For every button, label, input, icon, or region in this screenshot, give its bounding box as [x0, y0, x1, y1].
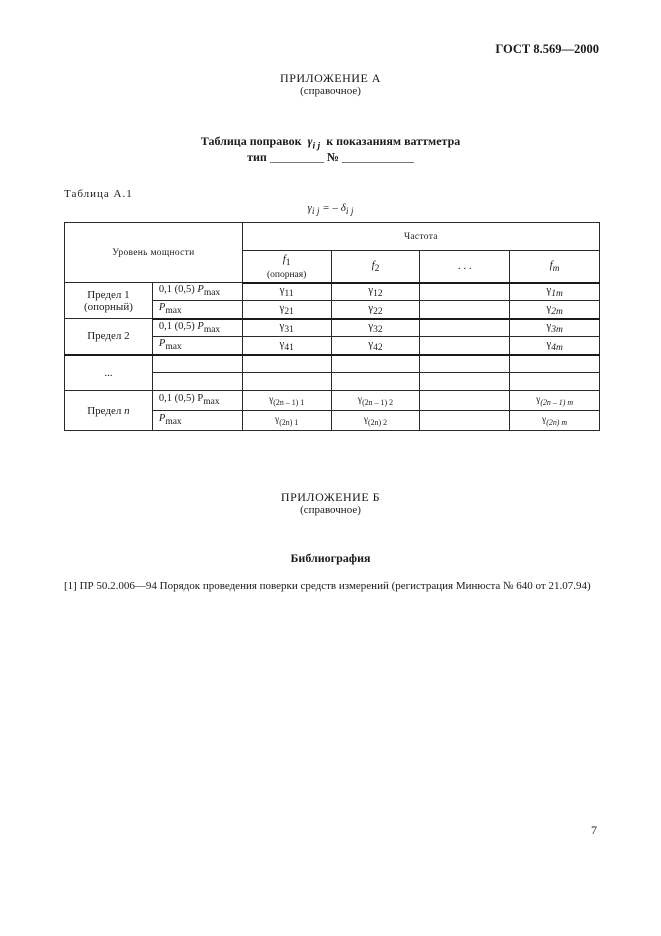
table-title-line1: Таблица поправок $\gamma_{i j}$ к показаниям ваттметра [200, 134, 461, 152]
cell-g2n-m: $\gamma_{(2n) m}$ [510, 411, 600, 431]
appendix-a-title: ПРИЛОЖЕНИЕ А [280, 71, 381, 85]
correction-table [64, 222, 600, 431]
cell-g2n-1-1: $\gamma_{(2n - 1) 1}$ [242, 391, 331, 411]
table-label: Таблица А.1 [64, 188, 133, 200]
row-level-pmax: $P_{max}$ [152, 411, 242, 431]
row-level-01: 0,1 (0,5) $P_{max}$ [152, 283, 242, 301]
cell-empty [420, 319, 510, 337]
cell-g1m: $\gamma_{1m}$ [510, 283, 600, 301]
cell-empty [420, 391, 510, 411]
header-frequency: Частота [242, 223, 599, 251]
cell-empty [420, 337, 510, 355]
cell-g3m: $\gamma_{3m}$ [510, 319, 600, 337]
cell-g32: $\gamma_{32}$ [331, 319, 420, 337]
row-level-pmax: $P_{max}$ [152, 337, 242, 355]
cell-empty [420, 283, 510, 301]
appendix-b-subtitle: (справочное) [300, 504, 361, 516]
cell-g22: $\gamma_{22}$ [331, 301, 420, 319]
cell-g31: $\gamma_{31}$ [242, 319, 331, 337]
row-ellipsis: ... [65, 355, 153, 391]
cell-g2n-1-m: $\gamma_{(2n - 1) m}$ [510, 391, 600, 411]
cell-g42: $\gamma_{42}$ [331, 337, 420, 355]
cell-g2n-2: $\gamma_{(2n) 2}$ [331, 411, 420, 431]
header-fm: $f_m$ [510, 251, 600, 283]
table-title-line2: тип _________ № ____________ [247, 150, 414, 164]
header-power-level: Уровень мощности [65, 223, 243, 283]
cell-empty [420, 411, 510, 431]
cell-g4m: $\gamma_{4m}$ [510, 337, 600, 355]
row-limit-2: Предел 2 [65, 319, 153, 355]
cell-g11: $\gamma_{11}$ [242, 283, 331, 301]
header-dots: . . . [420, 251, 510, 283]
row-limit-1: Предел 1 (опорный) [65, 283, 153, 319]
row-level-01: 0,1 (0,5) $P_{max}$ [152, 319, 242, 337]
cell-g41: $\gamma_{41}$ [242, 337, 331, 355]
cell-empty [420, 301, 510, 319]
cell-g21: $\gamma_{21}$ [242, 301, 331, 319]
appendix-b-title: ПРИЛОЖЕНИЕ Б [280, 490, 381, 504]
appendix-a-subtitle: (справочное) [300, 85, 361, 97]
formula: $\gamma_{i j}$ = – $\delta_{i j}$ [307, 202, 354, 218]
page-number: 7 [591, 823, 597, 837]
cell-g12: $\gamma_{12}$ [331, 283, 420, 301]
bibliography-entry: [1] ПР 50.2.006—94 Порядок проведения поверки средств измерений (регистрация Минюста № 640 от 21.07.94) [64, 580, 591, 592]
row-limit-n: Предел n [65, 391, 153, 431]
header-f2: $f_2$ [331, 251, 420, 283]
cell-g2n-1: $\gamma_{(2n) 1}$ [242, 411, 331, 431]
cell-g2m: $\gamma_{2m}$ [510, 301, 600, 319]
row-level-pmax: $P_{max}$ [152, 301, 242, 319]
cell-g2n-1-2: $\gamma_{(2n - 1) 2}$ [331, 391, 420, 411]
standard-header: ГОСТ 8.569—2000 [495, 42, 599, 56]
row-level-01: 0,1 (0,5) $P_{max}$ [152, 391, 242, 411]
bibliography-title: Библиография [290, 551, 371, 565]
header-f1: $f_1$ (опорная) [242, 251, 331, 283]
